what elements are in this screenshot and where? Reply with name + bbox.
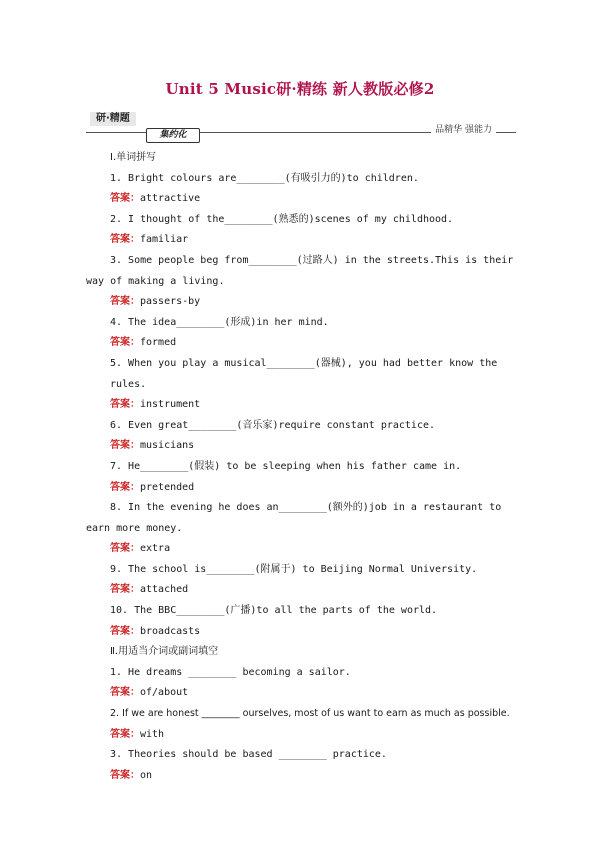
banner-stamp: 集约化	[146, 128, 200, 143]
question: 5. When you play a musical________(器械), you had better know the rules.	[110, 357, 504, 390]
question: 8. In the evening he does an________(额外的)job in a restaurant to earn more money.	[86, 502, 508, 534]
answer-line	[86, 580, 516, 601]
banner-tag: 研·精题	[90, 112, 136, 126]
answer-label: 答案：	[110, 625, 140, 637]
section-heading: Ⅱ.用适当介词或副词填空	[110, 646, 219, 658]
answer-label: 答案：	[110, 584, 140, 596]
answer-text: with	[140, 728, 165, 740]
answer-label: 答案：	[110, 728, 140, 740]
answer-label: 答案：	[110, 440, 140, 452]
answer-line	[86, 683, 516, 704]
answer-text: instrument	[140, 399, 201, 411]
question: 6. Even great________(音乐家)require constant practice.	[110, 419, 436, 431]
answer-text: pretended	[140, 481, 195, 493]
answer-text: musicians	[140, 440, 195, 452]
answer-line	[86, 436, 516, 457]
answer-label: 答案：	[110, 399, 140, 411]
question: 2. If we are honest ________ ourselves, most of us want to earn as much as possible.	[110, 708, 510, 720]
answer-text: familiar	[140, 234, 189, 246]
answer-line	[86, 539, 516, 560]
question: 3. Theories should be based ________ practice.	[110, 749, 387, 761]
question: 7. He________(假装) to be sleeping when his father came in.	[110, 460, 462, 472]
question: 1. He dreams ________ becoming a sailor.	[110, 666, 351, 678]
exercise-content	[86, 148, 520, 786]
answer-text: of/about	[140, 687, 189, 699]
answer-line	[86, 478, 516, 499]
banner-motto: 品精华 强能力	[431, 122, 496, 135]
question: 2. I thought of the________(熟悉的)scenes of my childhood.	[110, 213, 454, 225]
answer-line	[86, 292, 516, 313]
section-banner	[86, 108, 516, 144]
question: 9. The school is________(附属于) to Beijing Normal University.	[110, 563, 478, 575]
answer-line	[86, 622, 516, 643]
answer-label: 答案：	[110, 687, 140, 699]
answer-label: 答案：	[110, 234, 140, 246]
answer-line	[86, 333, 516, 354]
answer-text: attractive	[140, 193, 201, 205]
answer-text: broadcasts	[140, 625, 201, 637]
answer-label: 答案：	[110, 296, 140, 308]
answer-line	[86, 766, 516, 787]
page-title: Unit 5 Music研·精练 新人教版必修2	[165, 80, 435, 98]
question: 1. Bright colours are________(有吸引力的)to children.	[110, 172, 419, 184]
answer-line	[86, 230, 516, 251]
answer-text: attached	[140, 584, 189, 596]
question: 3. Some people beg from________(过路人) in the streets.This is their way of making a living.	[86, 254, 520, 287]
answer-label: 答案：	[110, 543, 140, 555]
banner-rule-left	[86, 132, 146, 133]
answer-label: 答案：	[110, 337, 140, 349]
answer-label: 答案：	[110, 481, 140, 493]
answer-text: passers-by	[140, 296, 201, 308]
question: 4. The idea________(形成)in her mind.	[110, 316, 329, 328]
answer-line	[86, 395, 516, 416]
question: 10. The BBC________(广播)to all the parts of the world.	[110, 605, 438, 617]
answer-label: 答案：	[110, 193, 140, 205]
section-heading: Ⅰ.单词拼写	[110, 152, 157, 163]
answer-text: on	[140, 769, 153, 781]
answer-line	[86, 725, 516, 746]
answer-line	[86, 189, 516, 210]
answer-text: extra	[140, 543, 171, 555]
answer-text: formed	[140, 337, 177, 349]
answer-label: 答案：	[110, 769, 140, 781]
